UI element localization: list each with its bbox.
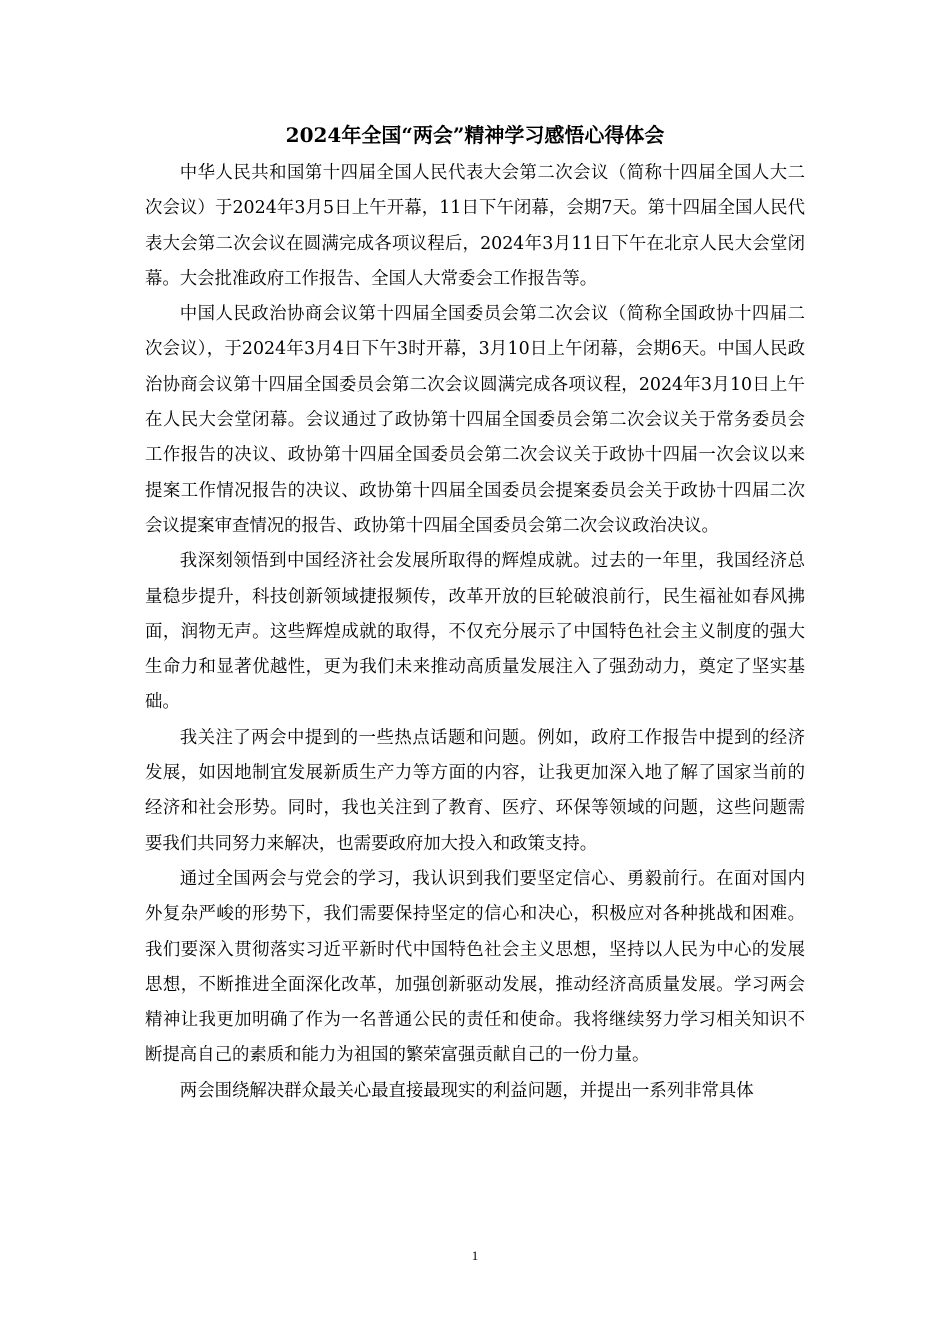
paragraph-confidence: 通过全国两会与党会的学习，我认识到我们要坚定信心、勇毅前行。在面对国内外复杂严峻的形势下，我们需要保持坚定的信心和决心，积极应对各种挑战和困难。我们要深入贯彻落实习近平新时代中国特色社会主义思想，坚持以人民为中心的发展思想，不断推进全面深化改革，加强创新驱动发展，推动经济高质量发展。学习两会精神让我更加明确了作为一名普通公民的责任和使命。我将继续努力学习相关知识不断提高自己的素质和能力为祖国的繁荣富强贡献自己的一份力量。 xyxy=(145,868,805,1066)
paragraph-livelihood: 两会围绕解决群众最关心最直接最现实的利益问题，并提出一系列非常具体 xyxy=(179,1080,754,1101)
page-number: 1 xyxy=(471,1248,479,1263)
document-body xyxy=(145,156,805,1109)
paragraph-cppcc-session: 中国人民政治协商会议第十四届全国委员会第二次会议（简称全国政协十四届二次会议），于2024年3月4日下午3时开幕，3月10日上午闭幕，会期6天。中国人民政治协商会议第十四届全国委员会第二次会议圆满完成各项议程，2024年3月10日上午在人民大会堂闭幕。会议通过了政协第十四届全国委员会第二次会议关于常务委员会工作报告的决议、政协第十四届全国委员会第二次会议关于政协十四届一次会议以来提案工作情况报告的决议、政协第十四届全国委员会提案委员会关于政协十四届二次会议提案审查情况的报告、政协第十四届全国委员会第二次会议政治决议。 xyxy=(145,304,805,536)
paragraph-hot-topics: 我关注了两会中提到的一些热点话题和问题。例如，政府工作报告中提到的经济发展，如因地制宜发展新质生产力等方面的内容，让我更加深入地了解了国家当前的经济和社会形势。同时，我也关注到了教育、医疗、环保等领域的问题，这些问题需要我们共同努力来解决，也需要政府加大投入和政策支持。 xyxy=(145,727,805,854)
paragraph-npc-session: 中华人民共和国第十四届全国人民代表大会第二次会议（简称十四届全国人大二次会议）于2024年3月5日上午开幕，11日下午闭幕，会期7天。第十四届全国人民代表大会第二次会议在圆满完成各项议程后，2024年3月11日下午在北京人民大会堂闭幕。大会批准政府工作报告、全国人大常委会工作报告等。 xyxy=(145,163,805,289)
paragraph-achievements: 我深刻领悟到中国经济社会发展所取得的辉煌成就。过去的一年里，我国经济总量稳步提升，科技创新领域捷报频传，改革开放的巨轮破浪前行，民生福祉如春风拂面，润物无声。这些辉煌成就的取得，不仅充分展示了中国特色社会主义制度的强大生命力和显著优越性，更为我们未来推动高质量发展注入了强劲动力，奠定了坚实基础。 xyxy=(145,551,805,713)
document-title: 2024年全国“两会”精神学习感悟心得体会 xyxy=(285,123,665,147)
